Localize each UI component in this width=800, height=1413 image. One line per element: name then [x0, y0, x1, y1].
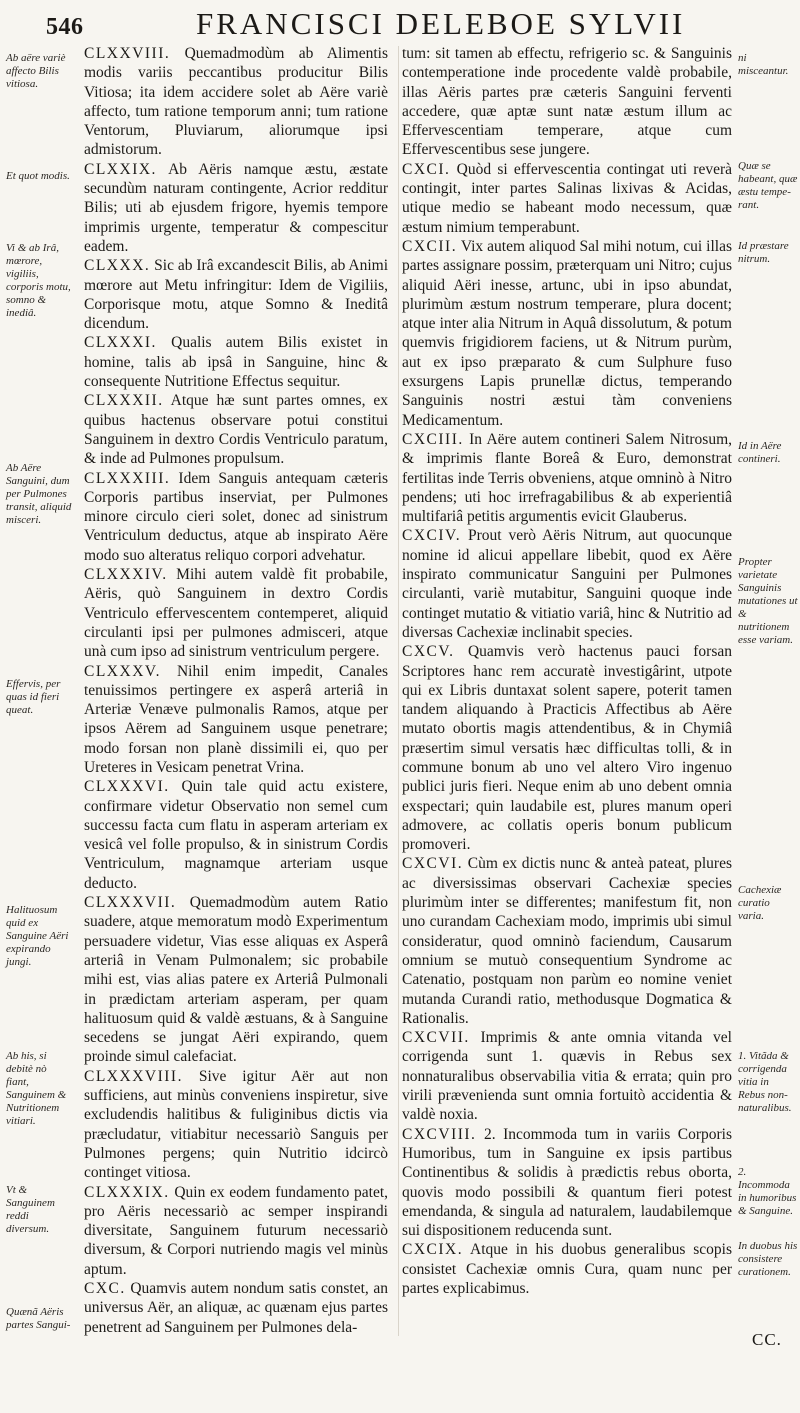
paragraph — [402, 44, 732, 160]
paragraph-number: CXCIII. — [402, 430, 464, 448]
catchword: CC. — [752, 1330, 782, 1349]
margin-note-right: Cachexiæ curatio varia. — [738, 884, 782, 922]
paragraph-text: Quemadmodùm ab Alimentis modis variis peccantibus producitur Bilis Vitiosa; ita idem accidere solet ab Aëre variè affecto, tum ratione temporum anni; tum ratione Ventorum, Pluviarum, aliorumque ipsi admistorum. — [84, 45, 388, 159]
paragraph-text: Sive igitur Aër aut non sufficiens, aut minùs conveniens inspiretur, sive excludendis halitibus & fuliginibus dictis via præcludatur, vitiabitur necessariò Sanguis per Pulmones pergens; quin Nutritio idcircò continget vitiosa. — [84, 1067, 389, 1182]
paragraph-number: CLXXXVI. — [84, 778, 170, 796]
margin-note-left: Ab aëre variè affecto Bilis vitiosa. — [6, 52, 66, 90]
paragraph-text: Idem Sanguis antequam cæteris Corporis partibus inserviat, per Pulmones minore circulo cieri solet, donec ad sinistrum Ventriculum deductus, atque ab inspirato Aëre modo suo alteratus reliquo corpori advehatur. — [84, 469, 389, 564]
paragraph-text: 2. Incommoda tum in variis Corporis Humoribus, tum in Sanguine ex ipsis partibus Continentibus & solidis à prædictis rebus oborta, quovis modo possibili & quantum fieri potest emendanda, & singula ad naturalem, laudabilemque sui dispositionem reducenda sunt. — [402, 1125, 733, 1240]
margin-note-left: Ab his, si debitè nò fiant, Sanguinem & Nutritionem vitiari. — [6, 1050, 67, 1127]
right-text-column — [402, 44, 732, 1298]
margin-note-right: In duobus his consistere curationem. — [738, 1240, 798, 1278]
paragraph-number: CXCII. — [402, 237, 458, 255]
paragraph-number: CXC. — [84, 1280, 126, 1297]
paragraph-number: CLXXXVII. — [84, 894, 177, 912]
left-text-column — [84, 44, 388, 1337]
margin-note-right: Quæ se habeant, quæ æstu tempe-rant. — [738, 160, 798, 211]
margin-note-left: Vt & Sanguinem reddi diversum. — [6, 1184, 55, 1235]
paragraph-number: CLXXXIV. — [84, 566, 168, 584]
paragraph — [402, 237, 732, 430]
margin-note-right: Id in Aëre contineri. — [738, 440, 782, 465]
paragraph — [402, 526, 732, 642]
paragraph-text: Prout verò Aëris Nitrum, aut quocunque nomine id alicui appellare libebit, quod ex Aëre inspirato communicatur Sanguini per Pulmones circulanti, variè mutabitur, Sanguini quoque inde continget mutatio & vitiatio variâ, hinc & Nutritio ad diversas Cachexiæ inclinabit species. — [402, 527, 732, 641]
paragraph — [84, 893, 388, 1067]
paragraph-number: CLXXXII. — [84, 392, 164, 410]
paragraph-number: CXCIX. — [402, 1241, 464, 1259]
paragraph — [84, 160, 388, 256]
paragraph-number: CLXXXV. — [84, 662, 161, 680]
margin-note-left: Ab Aëre Sanguini, dum per Pulmones transit, aliquid misceri. — [6, 462, 72, 526]
paragraph-number: CLXXVIII. — [84, 45, 171, 62]
paragraph — [84, 777, 388, 893]
paragraph-text: In Aëre autem contineri Salem Nitrosum, & imprimis flante Boreâ & Euro, demonstrat fertilitas inde Terris obveniens, atque omninò à Nitro pendens; uti hoc irrefragabilibus & ab experientiâ multifariâ petitis argumentis evicit Glauberus. — [402, 430, 732, 526]
paragraph-text: Nihil enim impedit, Canales tenuissimos pertingere ex asperâ arteriâ in Arteriæ Venæve pulmonalis Ramos, atque per ipsos Aërem ad Sanguinem usque penetrare; modo forsan non planè dissimili ei, quo per Ureteres in Vesicam penetrat Vrina. — [84, 662, 388, 776]
paragraph — [402, 430, 732, 526]
paragraph — [84, 44, 388, 160]
paragraph-text: Quòd si effervescentia contingat uti reverà contingit, inter partes Salinas lixivas & Acidas, utique medio se habeant modo necessum, quæ æstum nimium temperabunt. — [402, 160, 732, 236]
paragraph — [84, 662, 388, 778]
paragraph — [84, 256, 388, 333]
margin-note-right: 1. Vitãda & corrigenda vitia in Rebus non-naturalibus. — [738, 1050, 792, 1114]
paragraph — [84, 565, 388, 661]
paragraph — [84, 1183, 388, 1279]
paragraph-text: Quamvis autem nondum satis constet, an universus Aër, an aliquæ, ac quænam ejus partes penetrent ad Sanguinem per Pulmones dela- — [84, 1280, 388, 1336]
paragraph-text: Imprimis & ante omnia vitanda vel corrigenda sunt 1. quævis in Rebus sex nonnaturalibus observabilia vitia & errata; quin pro virili prævenienda sunt omnia fortuitò accidentia & valdè noxia. — [402, 1029, 732, 1124]
paragraph — [402, 854, 732, 1028]
paragraph — [84, 1067, 388, 1183]
paragraph — [84, 469, 388, 565]
paragraph — [402, 1028, 732, 1124]
paragraph-number: CXCI. — [402, 160, 451, 178]
paragraph — [402, 160, 732, 237]
margin-note-right: 2. Incommoda in humoribus & Sanguine. — [738, 1166, 797, 1217]
paragraph-text: Atque in his duobus generalibus scopis consistet Cachexiæ omnis Cura, quam nunc per partes explicabimus. — [402, 1241, 732, 1297]
margin-note-left: Halituosum quid ex Sanguine Aëri expirando jungi. — [6, 904, 69, 968]
paragraph-number: CXCVIII. — [402, 1125, 477, 1143]
paragraph-number: CLXXIX. — [84, 160, 157, 178]
margin-note-left: Et quot modis. — [6, 170, 70, 182]
paragraph-number: CXCIV. — [402, 527, 462, 545]
paragraph-number: CXCV. — [402, 643, 455, 661]
page-header — [0, 2, 800, 42]
margin-note-left: Effervis, per quas id fieri queat. — [6, 678, 61, 716]
paragraph-text: Sic ab Irâ excandescit Bilis, ab Animi mœrore aut Metu infringitur: Idem de Vigiliis, Corporisque motu, atque Somno & Ineditâ dicendum. — [84, 257, 389, 333]
page-number: 546 — [46, 14, 84, 40]
paragraph-text: Atque hæ sunt partes omnes, ex quibus hactenus observare potui constitui Sanguinem in dextro Cordis Ventriculo paratum, & inde ad Pulmones propulsum. — [84, 392, 388, 468]
paragraph-text: Vix autem aliquod Sal mihi notum, cui illas partes assignare possim, præterquam uni Nitro; cujus aliquid Aëri inesse, artunc, ubi in ipso abundat, plurimùm æstum nostrum temperare, plura docent; atque inter alia Nitrum in Aquâ dissolutum, & potum quemvis frigidiorem faciens, ut & Nitrum purùm, aut ex ipso præparato & cum Sulphure fuso exsurgens Lapis prunellæ dictus, temperando Sanguinis nostri æstui tàm conveniens Medicamentum. — [402, 237, 732, 429]
paragraph — [402, 642, 732, 854]
paragraph — [84, 1279, 388, 1337]
paragraph — [402, 1125, 732, 1241]
paragraph-text: Cùm ex dictis nunc & anteà pateat, plures ac diversissimas observari Cachexiæ species plurimùm inter se differentes; manifestum fit, non uno curandam Cachexiam modo, imprimis ubi simul consideratur, quod omninò faciendum, Causarum omnium se mutuò consequentium Syndrome ac Catenatio, postquam non parùm eo nomine veniet mutanda Curandi ratio, methodusque Dogmatica & Rationalis. — [402, 855, 733, 1027]
margin-note-left: Quænã Aëris partes Sangui- — [6, 1306, 71, 1331]
paragraph-text: Quin tale quid actu existere, confirmare videtur Observatio non semel cum successu facta cum flatu in asperam arteriam ex vesicâ vel folle propulso, & in sinistrum Cordis Ventriculum, magnamque arteriam usque deducto. — [84, 778, 388, 892]
paragraph-text: Mihi autem valdè fit probabile, Aëris, quò Sanguinem in dextro Cordis Ventriculo effervescentem contemperet, aliquid circulanti ipsi per pulmones admisceri, atque unà cum ipso ad sinistrum ventriculum pergere. — [84, 566, 389, 661]
paragraph-number: CLXXXIII. — [84, 469, 171, 487]
paragraph-text: Quemadmodùm autem Ratio suadere, atque memoratum modò Experimentum persuadere videtur, Vias esse aliquas ex Asperâ arteriâ in Venam Pulmonalem; sic probabile mihi est, vias alias patere ex Arteriâ Pulmonali in prædictam arteriam asperam, per quam halituosum quid & valdè æstuans, & à Sanguine secedens se jungat Aëri expirando, quem proinde simul calefaciat. — [84, 894, 389, 1066]
margin-note-right: ni misceantur. — [738, 52, 789, 77]
column-gutter — [398, 46, 399, 1336]
paragraph-number: CLXXXVIII. — [84, 1067, 183, 1085]
paragraph-number: CXCVI. — [402, 855, 464, 873]
paragraph — [84, 333, 388, 391]
paragraph-number: CLXXXI. — [84, 334, 157, 352]
paragraph-text: Ab Aëris namque æstu, æstate secundùm naturam contingente, Acrior redditur Bilis; uti ab ejusdem frigore, hyemis tempore imprimis urgente, temperatur & compescitur eadem. — [84, 160, 388, 255]
paragraph-text: Quin ex eodem fundamento patet, pro Aëris necessariò ac semper inspirandi diversitate, Sanguinem futurum necessariò diversum, & Corpori nutriendo magis vel minùs aptum. — [84, 1183, 389, 1278]
margin-note-right: Id præstare nitrum. — [738, 240, 789, 265]
paragraph-text: Qualis autem Bilis existet in homine, talis ab ipsâ in Sanguine, hinc & consequente Nutritione Effectus sequitur. — [84, 334, 388, 391]
paragraph-text: Quamvis verò hactenus pauci forsan Scriptores hanc rem accuratè investigârint, utpote qui ex Libris duntaxat solent sapere, poterit tamen tandem aliquando à Practicis Affectibus ab Aëre mutato obortis magis attendentibus, & in Chymiâ præsertim simul versatis hæc difficultas tolli, & in commune bonum ab uno vel altero Viro ingenuo publici juris fieri. Neque enim ab uno debent omnia exspectari; quin laudabile est, plures manum operi admovere, ac collatis operis bonum publicum promoveri. — [402, 643, 732, 854]
paragraph — [402, 1240, 732, 1298]
margin-note-left: Vi & ab Irâ, mœrore, vigiliis, corporis motu, somno & inediâ. — [6, 242, 71, 319]
paragraph-number: CLXXX. — [84, 257, 151, 275]
paragraph-number: CLXXXIX. — [84, 1183, 170, 1201]
running-title: FRANCISCI DELEBOE SYLVII — [196, 6, 686, 41]
paragraph — [84, 391, 388, 468]
paragraph-text: tum: sit tamen ab effectu, refrigerio sc. & Sanguinis contemperatione inde procedente valdè probabile, illas Aëris partes præ cæteris Sanguini ferventi accedere, quæ aptæ sunt natæ æstum illum ac Effervescentiam temperare, atque cum Effervescentibus sese jungere. — [402, 45, 732, 159]
margin-note-right: Propter varietate Sanguinis mutationes ut & nutritionem esse variam. — [738, 556, 798, 646]
paragraph-number: CXCVII. — [402, 1029, 470, 1047]
